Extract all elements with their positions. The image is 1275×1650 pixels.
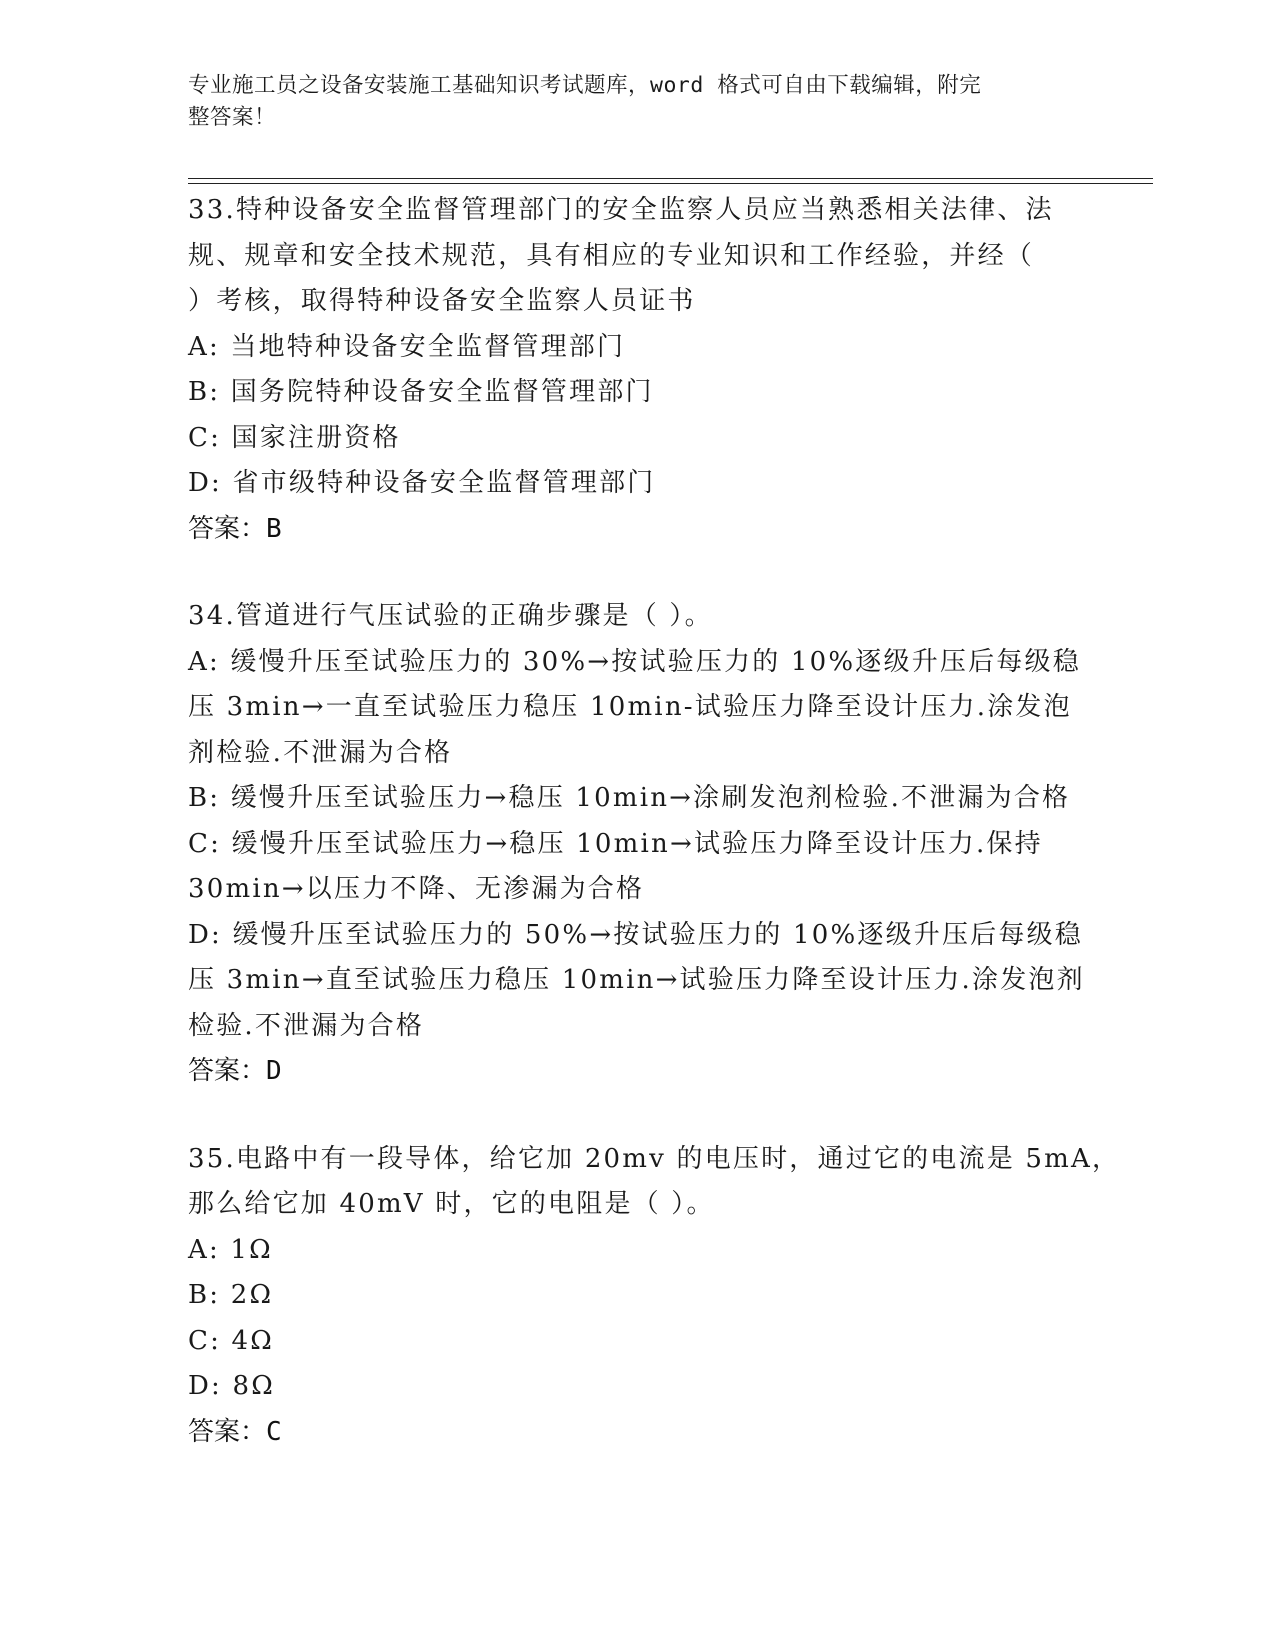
question-34: [188, 594, 1088, 1095]
option-a: A: 当地特种设备安全监督管理部门: [188, 331, 626, 362]
option-b: B: 2Ω: [188, 1280, 274, 1310]
option-b-line: B: 缓慢升压至试验压力→稳压 10min→涂刷发泡剂检验.不泄漏为合格: [188, 783, 1071, 813]
question-spacer: [188, 1095, 1088, 1137]
question-stem-line: ）考核，取得特种设备安全监察人员证书: [188, 286, 696, 316]
answer-line: 答案：D: [188, 1056, 282, 1086]
option-a: A: 1Ω: [188, 1234, 273, 1265]
question-stem-line: 33.特种设备安全监督管理部门的安全监察人员应当熟悉相关法律、法: [188, 195, 1054, 225]
option-a-line: A: 缓慢升压至试验压力的 30%→按试验压力的 10%逐级升压后每级稳: [188, 646, 1081, 677]
option-b: B: 国务院特种设备安全监督管理部门: [188, 377, 654, 407]
option-c-line: C: 缓慢升压至试验压力→稳压 10min→试验压力降至设计压力.保持: [188, 828, 1043, 859]
answer-line: 答案：C: [188, 1416, 282, 1447]
option-d-line: D: 缓慢升压至试验压力的 50%→按试验压力的 10%逐级升压后每级稳: [188, 919, 1083, 950]
question-stem-line: 规、规章和安全技术规范，具有相应的专业知识和工作经验，并经（: [188, 240, 1035, 271]
option-c-line: 30min→以压力不降、无渗漏为合格: [188, 874, 645, 904]
option-d-line: 检验.不泄漏为合格: [188, 1010, 425, 1041]
option-d: D: 省市级特种设备安全监督管理部门: [188, 468, 656, 498]
question-stem-line: 34.管道进行气压试验的正确步骤是（ ）。: [188, 601, 713, 631]
header-line-1: 专业施工员之设备安装施工基础知识考试题库，word 格式可自由下载编辑，附完: [188, 73, 982, 98]
question-stem-line: 35.电路中有一段导体，给它加 20mv 的电压时，通过它的电流是 5mA，: [188, 1143, 1121, 1174]
option-c: C: 国家注册资格: [188, 422, 401, 453]
document-header: [188, 70, 1068, 134]
option-c: C: 4Ω: [188, 1325, 275, 1356]
option-a-line: 剂检验.不泄漏为合格: [188, 737, 453, 768]
option-d: D: 8Ω: [188, 1371, 275, 1401]
question-33: [188, 188, 1088, 552]
option-a-line: 压 3min→一直至试验压力稳压 10min-试验压力降至设计压力.涂发泡: [188, 692, 1072, 722]
header-divider-bottom: [188, 183, 1153, 184]
question-spacer: [188, 552, 1088, 594]
header-divider-top: [188, 178, 1153, 179]
answer-line: 答案：B: [188, 513, 282, 544]
option-d-line: 压 3min→直至试验压力稳压 10min→试验压力降至设计压力.涂发泡剂: [188, 965, 1085, 995]
header-line-2: 整答案！: [188, 105, 277, 130]
question-stem-line: 那么给它加 40mV 时，它的电阻是（ ）。: [188, 1189, 715, 1219]
question-list: [188, 188, 1121, 1455]
question-35: [188, 1137, 1121, 1456]
